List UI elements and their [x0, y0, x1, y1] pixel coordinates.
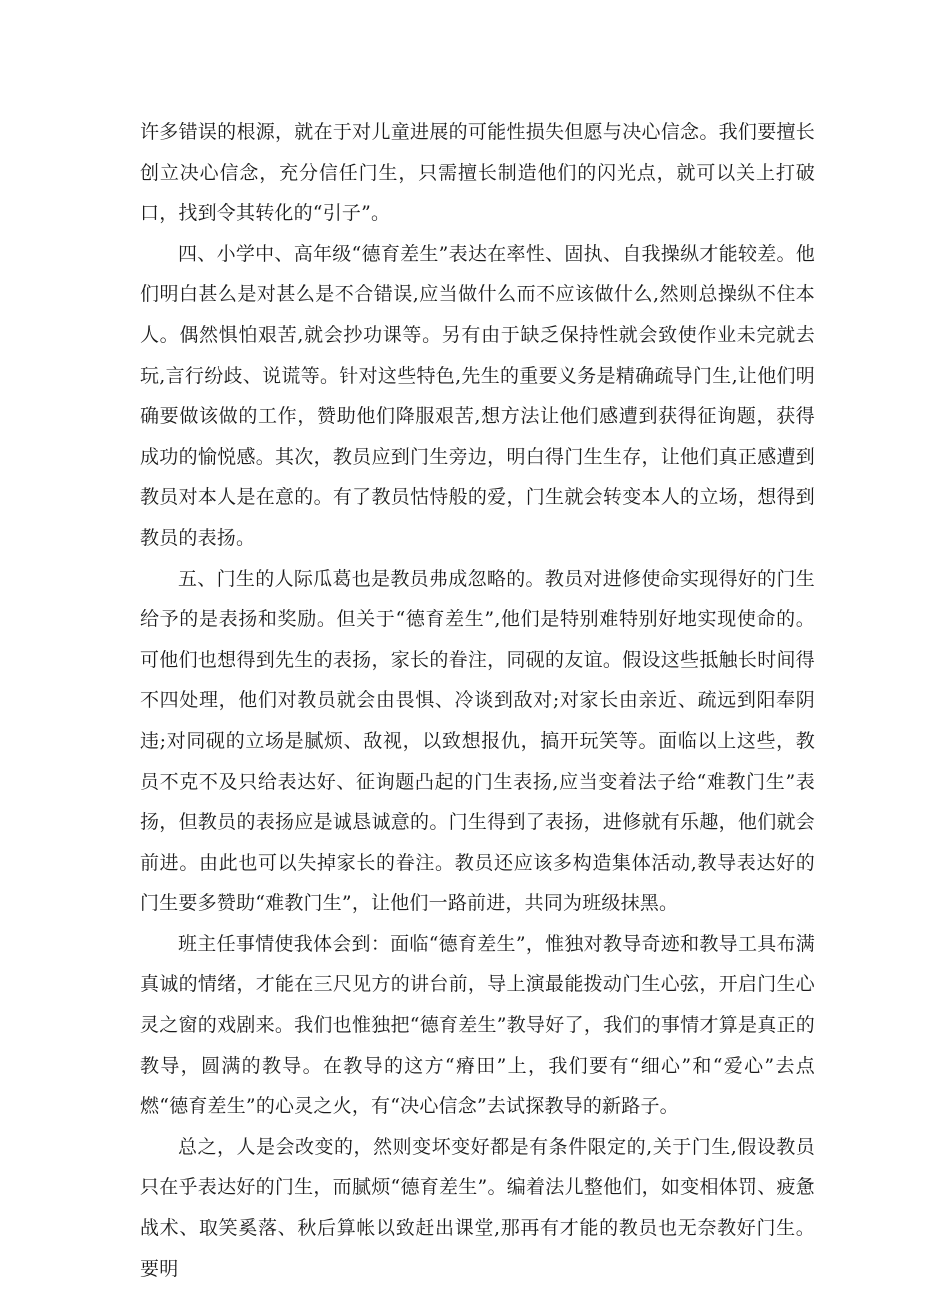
- paragraph-section-five: 五、门生的人际瓜葛也是教员弗成忽略的。教员对进修使命实现得好的门生给予的是表扬和奖励。但关于“德育差生”,他们是特别难特别好地实现使命的。可他们也想得到先生的表扬，家长的眷注，同砚的友谊。假设这些抵触长时间得不四处理，他们对教员就会由畏惧、冷谈到敌对;对家长由亲近、疏远到阳奉阴违;对同砚的立场是腻烦、敌视，以致想报仇，搞开玩笑等。面临以上这些，教员不克不及只给表达好、征询题凸起的门生表扬,应当变着法子给“难教门生”表扬，但教员的表扬应是诚恳诚意的。门生得到了表扬，进修就有乐趣，他们就会前进。由此也可以失掉家长的眷注。教员还应该多构造集体活动,教导表达好的门生要多赞助“难教门生”，让他们一路前进，共同为班级抹黑。: [140, 567, 815, 915]
- paragraph-conclusion: 总之，人是会改变的，然则变坏变好都是有条件限定的,关于门生,假设教员只在乎表达好的门生，而腻烦“德育差生”。编着法儿整他们，如变相体罚、疲惫战术、取笑奚落、秋后算帐以致赶出课堂,那再有才能的教员也无奈教好门生。要明: [140, 1135, 815, 1280]
- document-body: [140, 112, 815, 1289]
- paragraph-reflection: 班主任事情使我体会到：面临“德育差生”，惟独对教导奇迹和教导工具布满真诚的情绪，才能在三尺见方的讲台前，导上演最能拨动门生心弦，开启门生心灵之窗的戏剧来。我们也惟独把“德育差生”教导好了，我们的事情才算是真正的教导，圆满的教导。在教导的这方“瘠田”上，我们要有“细心”和“爱心”去点燃“德育差生”的心灵之火，有“决心信念”去试探教导的新路子。: [140, 932, 815, 1118]
- paragraph-section-four: 四、小学中、高年级“德育差生”表达在率性、固执、自我操纵才能较差。他们明白甚么是对甚么是不合错误,应当做什么而不应该做什么,然则总操纵不住本人。偶然惧怕艰苦,就会抄功课等。另有由于缺乏保持性就会致使作业未完就去玩,言行纷歧、说谎等。针对这些特色,先生的重要义务是精确疏导门生,让他们明确要做该做的工作，赞助他们降服艰苦,想方法让他们感遭到获得征询题，获得成功的愉悦感。其次，教员应到门生旁边，明白得门生生存，让他们真正感遭到教员对本人是在意的。有了教员怙恃般的爱，门生就会转变本人的立场，想得到教员的表扬。: [140, 242, 815, 549]
- paragraph-continuation: 许多错误的根源，就在于对儿童进展的可能性损失但愿与决心信念。我们要擅长创立决心信念，充分信任门生，只需擅长制造他们的闪光点，就可以关上打破口，找到令其转化的“引子”。: [140, 121, 815, 225]
